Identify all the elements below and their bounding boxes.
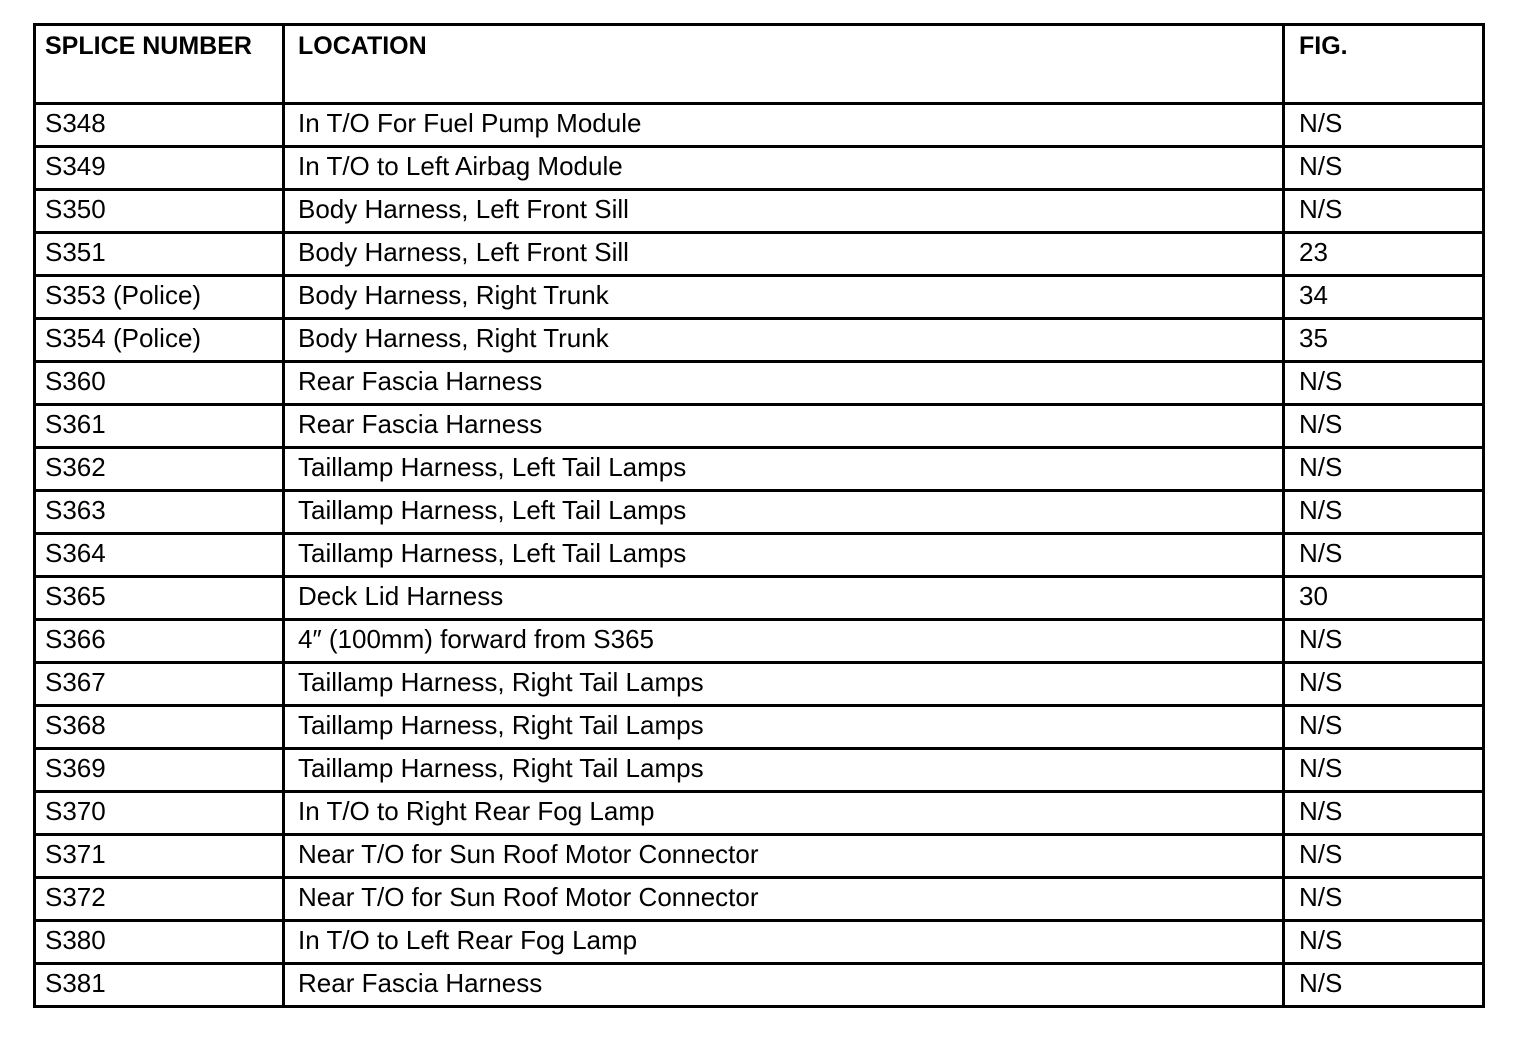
table-row (35, 448, 1484, 491)
cell-splice-number: S362 (35, 448, 284, 491)
table-row (35, 749, 1484, 792)
cell-fig: N/S (1284, 147, 1484, 190)
cell-fig: N/S (1284, 835, 1484, 878)
cell-fig: N/S (1284, 706, 1484, 749)
cell-fig: N/S (1284, 749, 1484, 792)
cell-fig: N/S (1284, 491, 1484, 534)
cell-location: Near T/O for Sun Roof Motor Connector (284, 878, 1284, 921)
table-row (35, 921, 1484, 964)
cell-location: Body Harness, Left Front Sill (284, 233, 1284, 276)
cell-fig: N/S (1284, 964, 1484, 1007)
cell-fig: 34 (1284, 276, 1484, 319)
cell-splice-number: S354 (Police) (35, 319, 284, 362)
cell-fig: 35 (1284, 319, 1484, 362)
header-location: LOCATION (284, 25, 1284, 104)
cell-fig: N/S (1284, 362, 1484, 405)
cell-splice-number: S348 (35, 104, 284, 147)
cell-location: Rear Fascia Harness (284, 964, 1284, 1007)
cell-splice-number: S351 (35, 233, 284, 276)
cell-location: Body Harness, Left Front Sill (284, 190, 1284, 233)
header-splice-number: SPLICE NUMBER (35, 25, 284, 104)
cell-fig: 23 (1284, 233, 1484, 276)
table-row (35, 706, 1484, 749)
table-row (35, 577, 1484, 620)
table-row (35, 534, 1484, 577)
cell-splice-number: S365 (35, 577, 284, 620)
table-row (35, 147, 1484, 190)
cell-location: Taillamp Harness, Left Tail Lamps (284, 491, 1284, 534)
cell-fig: N/S (1284, 921, 1484, 964)
table-row (35, 405, 1484, 448)
cell-splice-number: S350 (35, 190, 284, 233)
cell-fig: N/S (1284, 534, 1484, 577)
cell-location: In T/O to Left Airbag Module (284, 147, 1284, 190)
cell-fig: N/S (1284, 620, 1484, 663)
cell-splice-number: S369 (35, 749, 284, 792)
table-row (35, 491, 1484, 534)
table-row (35, 276, 1484, 319)
cell-fig: N/S (1284, 448, 1484, 491)
cell-location: Deck Lid Harness (284, 577, 1284, 620)
cell-splice-number: S366 (35, 620, 284, 663)
cell-location: Body Harness, Right Trunk (284, 319, 1284, 362)
cell-splice-number: S353 (Police) (35, 276, 284, 319)
table-row (35, 878, 1484, 921)
cell-fig: N/S (1284, 190, 1484, 233)
splice-location-table (33, 23, 1485, 1008)
cell-location: Body Harness, Right Trunk (284, 276, 1284, 319)
table-row (35, 835, 1484, 878)
cell-splice-number: S367 (35, 663, 284, 706)
table-body (35, 104, 1484, 1007)
cell-fig: N/S (1284, 104, 1484, 147)
table-row (35, 663, 1484, 706)
cell-splice-number: S349 (35, 147, 284, 190)
table-row (35, 362, 1484, 405)
table-row (35, 319, 1484, 362)
cell-splice-number: S371 (35, 835, 284, 878)
header-fig: FIG. (1284, 25, 1484, 104)
cell-fig: N/S (1284, 792, 1484, 835)
cell-splice-number: S370 (35, 792, 284, 835)
table-row (35, 620, 1484, 663)
table-row (35, 792, 1484, 835)
cell-fig: N/S (1284, 663, 1484, 706)
cell-splice-number: S368 (35, 706, 284, 749)
table-row (35, 104, 1484, 147)
cell-splice-number: S363 (35, 491, 284, 534)
table-row (35, 233, 1484, 276)
cell-location: Near T/O for Sun Roof Motor Connector (284, 835, 1284, 878)
cell-location: Taillamp Harness, Right Tail Lamps (284, 663, 1284, 706)
cell-splice-number: S360 (35, 362, 284, 405)
table-row (35, 190, 1484, 233)
cell-location: Taillamp Harness, Right Tail Lamps (284, 706, 1284, 749)
cell-location: Rear Fascia Harness (284, 405, 1284, 448)
cell-location: In T/O For Fuel Pump Module (284, 104, 1284, 147)
table-row (35, 964, 1484, 1007)
cell-location: In T/O to Right Rear Fog Lamp (284, 792, 1284, 835)
cell-fig: 30 (1284, 577, 1484, 620)
cell-fig: N/S (1284, 405, 1484, 448)
cell-location: Taillamp Harness, Right Tail Lamps (284, 749, 1284, 792)
cell-fig: N/S (1284, 878, 1484, 921)
cell-splice-number: S361 (35, 405, 284, 448)
cell-location: Taillamp Harness, Left Tail Lamps (284, 448, 1284, 491)
cell-splice-number: S372 (35, 878, 284, 921)
cell-location: In T/O to Left Rear Fog Lamp (284, 921, 1284, 964)
cell-splice-number: S364 (35, 534, 284, 577)
cell-location: Rear Fascia Harness (284, 362, 1284, 405)
cell-location: Taillamp Harness, Left Tail Lamps (284, 534, 1284, 577)
cell-location: 4″ (100mm) forward from S365 (284, 620, 1284, 663)
cell-splice-number: S381 (35, 964, 284, 1007)
header-row (35, 25, 1484, 104)
cell-splice-number: S380 (35, 921, 284, 964)
